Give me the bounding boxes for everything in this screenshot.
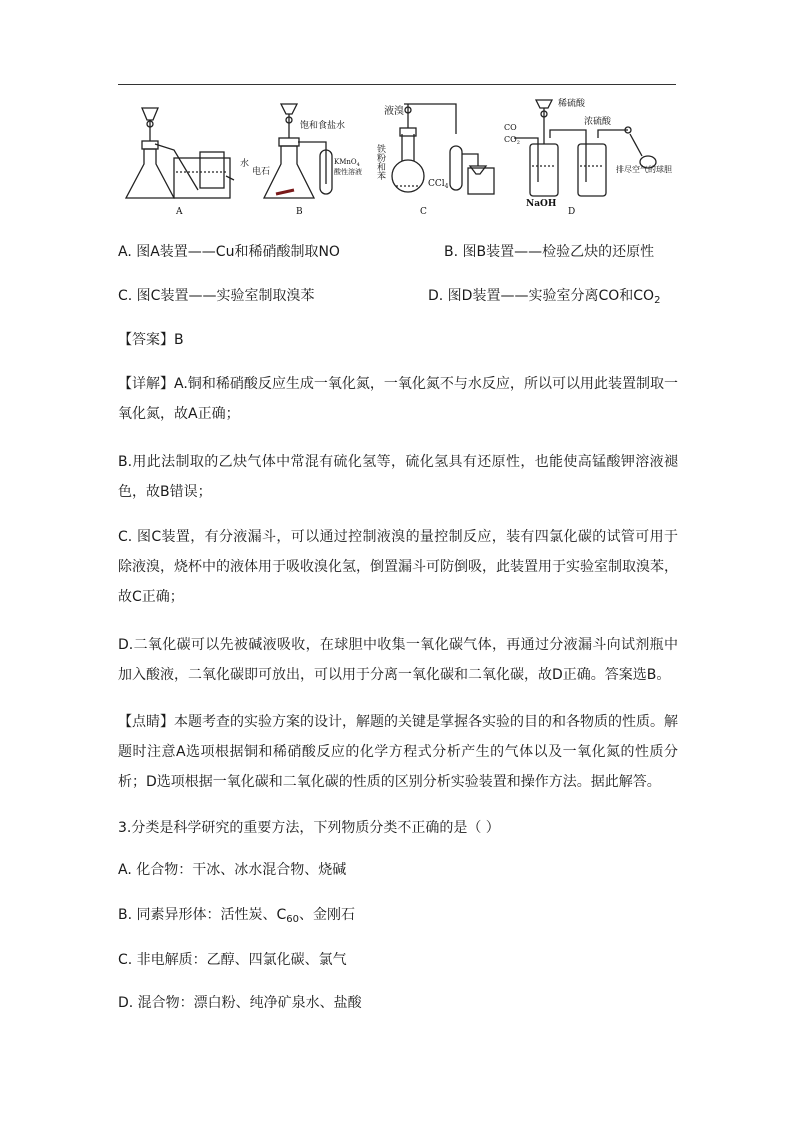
q2-option-a: A. 图A装置——Cu和稀硝酸制取NO (118, 244, 340, 260)
flask-a (126, 149, 174, 198)
q3-stem: 3.分类是科学研究的重要方法，下列物质分类不正确的是（ ） (118, 820, 500, 836)
ccl4-tube-c (450, 146, 462, 190)
explanation-a: 【详解】A.铜和稀硝酸反应生成一氧化氮，一氧化氮不与水反应，所以可以用此装置制取一氧化氮，故A正确； (118, 376, 678, 422)
label-d-dilute-acid: 稀硫酸 (558, 99, 586, 109)
caption-b: B (296, 207, 303, 217)
explanation-b: B.用此法制取的乙炔气体中常混有硫化氢等，硫化氢具有还原性，也能使高锰酸钾溶液褪色，故B错误； (118, 454, 678, 500)
label-d-naoh: NaOH (526, 199, 557, 209)
q2-option-d: D. 图D装置——实验室分离CO和$CO_2$ (428, 288, 661, 306)
round-flask-c (392, 160, 424, 192)
label-d-co2: $CO_2$ (504, 135, 520, 146)
label-b-brine: 饱和食盐水 (300, 121, 346, 131)
delivery-tube-a (155, 144, 198, 190)
explanation-c: C. 图C装置，有分液漏斗，可以通过控制液溴的量控制反应，装有四氯化碳的试管可用于除液溴，烧杯中的液体用于吸收溴化氢，倒置漏斗可防倒吸，此装置用于实验室制取溴苯，故C正确； (118, 529, 678, 605)
inverted-funnel-c (470, 166, 486, 174)
apparatus-diagram (118, 94, 678, 224)
caption-a: A (176, 207, 183, 217)
q3-option-a: A. 化合物：干冰、冰水混合物、烧碱 (118, 862, 347, 878)
label-d-bladder: 排尽空气的球胆 (616, 165, 672, 174)
gas-lines-d (514, 130, 628, 182)
label-d-co: CO (504, 123, 517, 132)
bottle-d1 (530, 144, 558, 196)
caption-c: C (420, 207, 427, 217)
delivery-tube-b (298, 142, 326, 184)
q2-option-c: C. 图C装置——实验室制取溴苯 (118, 288, 315, 304)
answer: 【答案】B (118, 332, 184, 348)
delivery-tube-c (412, 104, 456, 134)
comment: 【点睛】本题考查的实验方案的设计，解题的关键是掌握各实验的目的和各物质的性质。解题时注意A选项根据铜和稀硝酸反应的化学方程式分析产生的气体以及一氧化氮的性质分析；D选项根据一氧化碳和二氧化碳的性质的区别分析实验装置和操作方法。据此解答。 (118, 714, 678, 790)
caption-d: D (568, 207, 576, 217)
q3-option-d: D. 混合物：漂白粉、纯净矿泉水、盐酸 (118, 995, 362, 1011)
label-b-kmno4-acid: 酸性溶液 (334, 168, 362, 176)
funnel-a (142, 108, 158, 141)
label-b-carbide: 电石 (252, 167, 271, 177)
stopper-a (142, 141, 158, 149)
label-c-iron-benzene: 铁粉和苯 (375, 144, 385, 180)
label-a-water: 水 (240, 159, 250, 169)
label-c-ccl4: CCl$_4$ (428, 179, 449, 190)
label-d-conc-acid: 浓硫酸 (584, 117, 612, 127)
explanation-d: D.二氧化碳可以先被碱液吸收，在球胆中收集一氧化碳气体，再通过分液漏斗向试剂瓶中加入酸液，二氧化碳即可放出，可以用于分离一氧化碳和二氧化碳，故D正确。答案选B。 (118, 637, 678, 683)
q2-option-b: B. 图B装置——检验乙炔的还原性 (444, 244, 655, 260)
apparatus-figure (118, 94, 678, 224)
label-b-kmno4: KMnO$_4$ (334, 158, 360, 168)
q3-option-c: C. 非电解质：乙醇、四氯化碳、氯气 (118, 952, 347, 968)
q3-option-b: B. 同素异形体：活性炭、$C_{60}$、金刚石 (118, 907, 356, 925)
label-c-bromine: 液溴 (384, 106, 404, 117)
header-rule (118, 84, 676, 85)
bottle-d2 (578, 144, 606, 196)
